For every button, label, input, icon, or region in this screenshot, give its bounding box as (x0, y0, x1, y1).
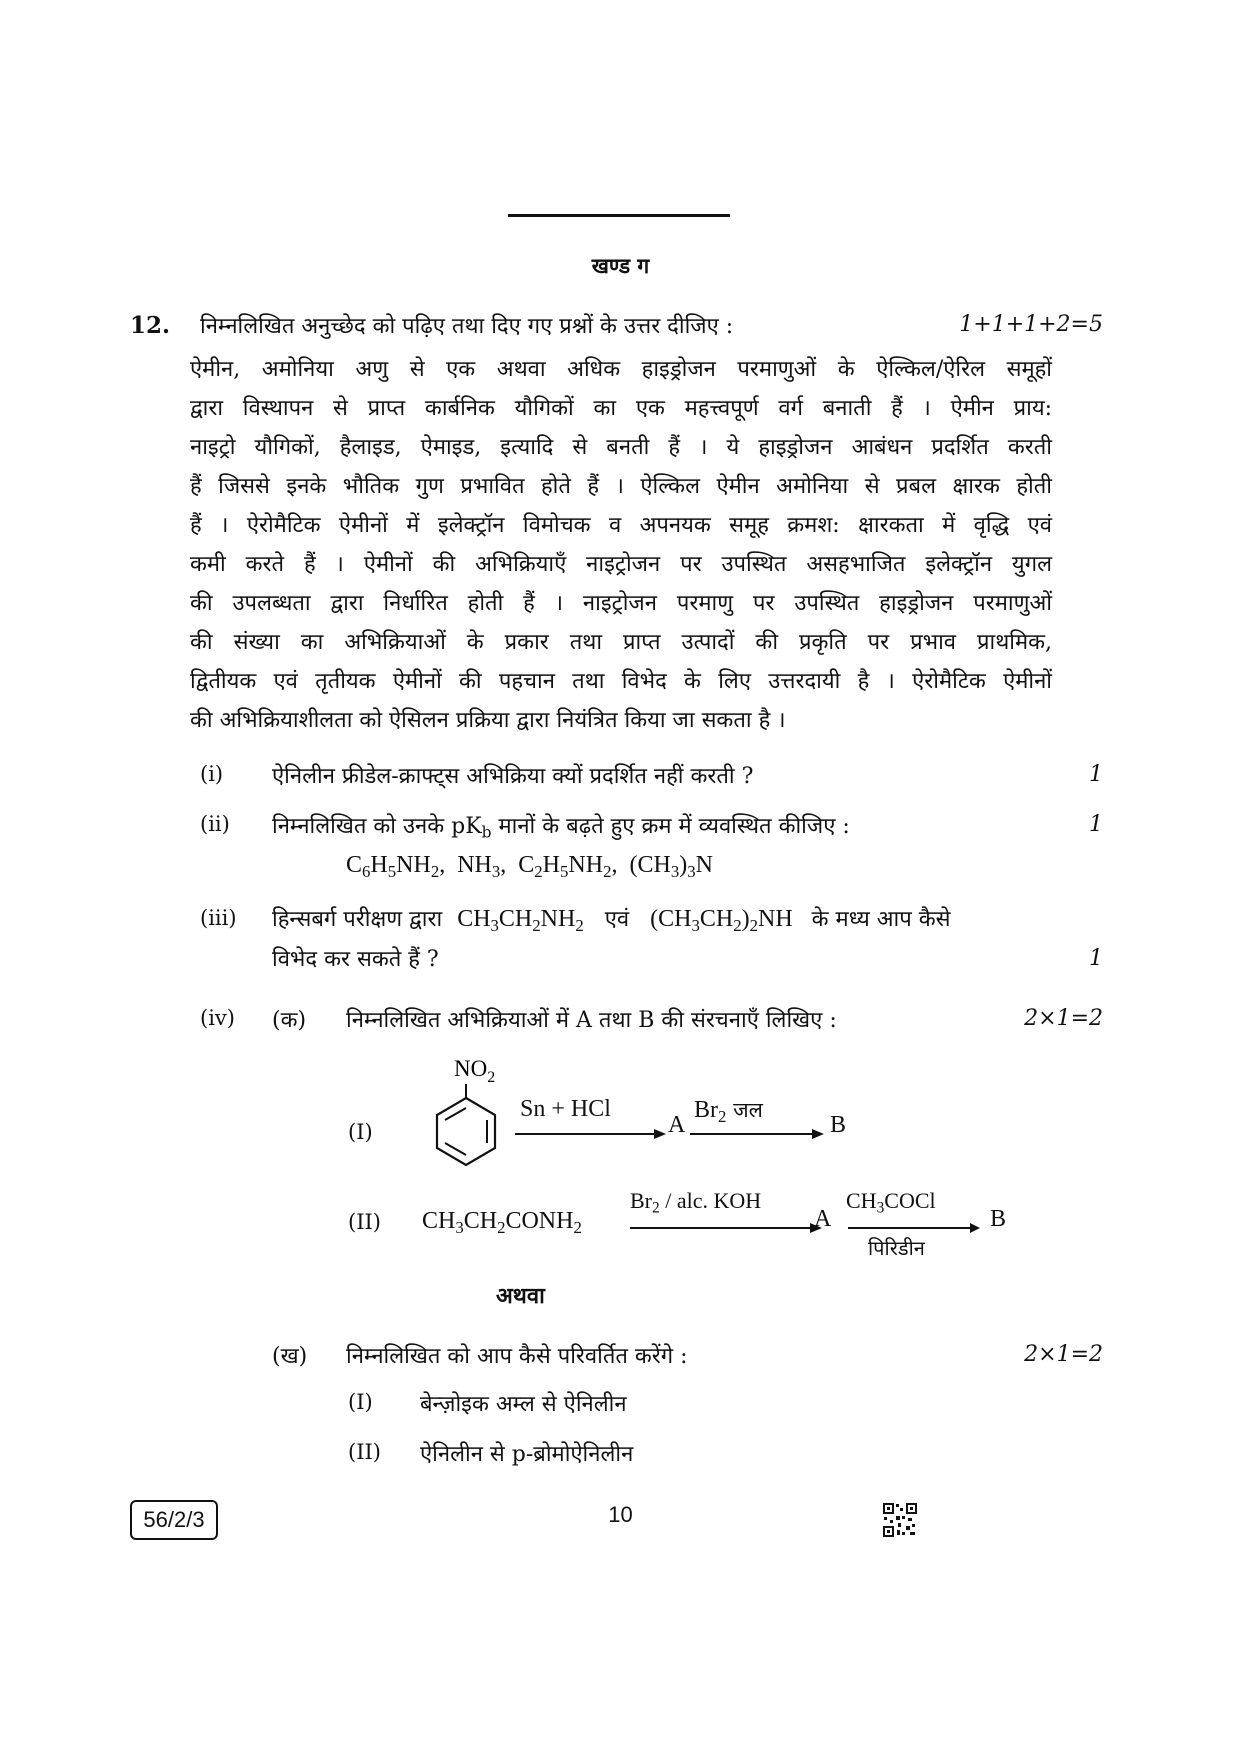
nitro-group-label: $NO_2$ (454, 1056, 496, 1086)
passage (190, 350, 1052, 740)
passage-line: की अभिक्रियाशीलता को ऐसिलन प्रक्रिया द्वारा नियंत्रित किया जा सकता है । (190, 708, 786, 733)
product-b-2: B (990, 1206, 1007, 1232)
section-title: खण्ड ग (591, 253, 650, 278)
page-number: 10 (608, 1502, 633, 1527)
part-iv-b1-text: बेन्ज़ोइक अम्ल से ऐनिलीन (420, 1392, 627, 1417)
part-i-text: ऐनिलीन फ्रीडेल-क्राफ्ट्स अभिक्रिया क्यों प्रदर्शित नहीं करती ? (272, 764, 754, 789)
product-a: A (668, 1112, 686, 1138)
part-iv-b-label: (ख) (272, 1344, 308, 1369)
reaction-1-label: (I) (348, 1120, 373, 1144)
passage-line: हैं । ऐरोमैटिक ऐमीनों में इलेक्ट्रॉन विमोचक व अपनयक समूह क्रमश: क्षारकता में वृद्धि एवं (190, 513, 1052, 538)
passage-line: कमी करते हैं । ऐमीनों की अभिक्रियाएँ नाइट्रोजन पर उपस्थित असहभाजित इलेक्ट्रॉन युगल (190, 552, 1052, 577)
reagent-ch3cocl: $CH_3COCl$ (846, 1188, 936, 1217)
paper-code: 56/2/3 (130, 1500, 218, 1540)
reagent-sn-hcl: Sn + HCl (520, 1096, 611, 1122)
product-b: B (830, 1112, 847, 1138)
question-instruction: निम्नलिखित अनुच्छेद को पढ़िए तथा दिए गए प्रश्नों के उत्तर दीजिए : (200, 314, 734, 339)
compound-list: $C_6H_5NH_2$, $NH_3$, $C_2H_5NH_2$, $(CH_3)_3N$ (346, 852, 713, 882)
part-ii-label: (ii) (200, 812, 230, 836)
passage-line: हैं जिससे इनके भौतिक गुण प्रभावित होते हैं । ऐल्किल ऐमीन अमोनिया से प्रबल क्षारक होती (190, 474, 1052, 499)
part-iii-label: (iii) (200, 906, 237, 930)
part-iv-b1-label: (I) (348, 1390, 373, 1414)
part-iii-text: हिन्सबर्ग परीक्षण द्वारा $CH_3CH_2NH_2$ एवं $(CH_3CH_2)_2NH$ के मध्य आप कैसे (272, 906, 951, 936)
part-iii-marks: 1 (1089, 946, 1103, 971)
product-a-2: A (814, 1206, 832, 1232)
passage-line: ऐमीन, अमोनिया अणु से एक अथवा अधिक हाइड्रोजन परमाणुओं के ऐल्किल/ऐरिल समूहों (190, 357, 1052, 382)
part-iv-a-text: निम्नलिखित अभिक्रियाओं में A तथा B की संरचनाएँ लिखिए : (346, 1008, 837, 1033)
part-i-marks: 1 (1089, 762, 1103, 787)
passage-line: द्वितीयक एवं तृतीयक ऐमीनों की पहचान तथा विभेद के लिए उत्तरदायी है । ऐरोमैटिक ऐमीनों (190, 669, 1052, 694)
reagent-br2-koh: $Br_2$ / alc. KOH (630, 1188, 762, 1217)
or-text: अथवा (496, 1283, 545, 1309)
part-ii-marks: 1 (1089, 812, 1103, 837)
part-ii-text: निम्नलिखित को उनके $pK_b$ मानों के बढ़ते हुए क्रम में व्यवस्थित कीजिए : (272, 814, 850, 842)
reagent-br2-water: $Br_2$ जल (694, 1097, 763, 1127)
reagent-pyridine: पिरिडीन (868, 1236, 925, 1260)
part-iv-b2-label: (II) (348, 1440, 381, 1464)
qr-code-icon (882, 1502, 918, 1538)
part-iv-b-marks: 2×1=2 (1024, 1342, 1103, 1367)
question-marks: 1+1+1+2=5 (959, 312, 1103, 337)
passage-line: नाइट्रो यौगिकों, हैलाइड, ऐमाइड, इत्यादि से बनती हैं । ये हाइड्रोजन आबंधन प्रदर्शित करती (190, 435, 1052, 460)
reaction-1-scheme (420, 1050, 860, 1170)
passage-line: द्वारा विस्थापन से प्राप्त कार्बनिक यौगिकों का एक महत्त्वपूर्ण वर्ग बनाती हैं । ऐमीन प्राय: (190, 396, 1052, 421)
reaction-2-label: (II) (348, 1210, 381, 1234)
part-iv-label: (iv) (200, 1006, 235, 1030)
passage-line: की उपलब्धता द्वारा निर्धारित होती हैं । नाइट्रोजन परमाणु पर उपस्थित हाइड्रोजन परमाणुओं (190, 591, 1052, 616)
part-iv-a-marks: 2×1=2 (1024, 1006, 1103, 1031)
question-number: 12. (130, 312, 171, 339)
propanamide: $CH_3CH_2CONH_2$ (422, 1208, 582, 1238)
part-iv-a-label: (क) (272, 1008, 307, 1033)
part-iv-b-text: निम्नलिखित को आप कैसे परिवर्तित करेंगे : (346, 1344, 688, 1369)
top-rule (508, 214, 730, 217)
part-i-label: (i) (200, 762, 224, 786)
passage-line: की संख्या का अभिक्रियाओं के प्रकार तथा प्राप्त उत्पादों की प्रकृति पर प्रभाव प्राथमिक, (190, 630, 1052, 655)
part-iii-text-line2: विभेद कर सकते हैं ? (272, 947, 439, 972)
reaction-2-arrows (620, 1218, 980, 1238)
part-iv-b2-text: ऐनिलीन से p-ब्रोमोऐनिलीन (420, 1442, 634, 1467)
